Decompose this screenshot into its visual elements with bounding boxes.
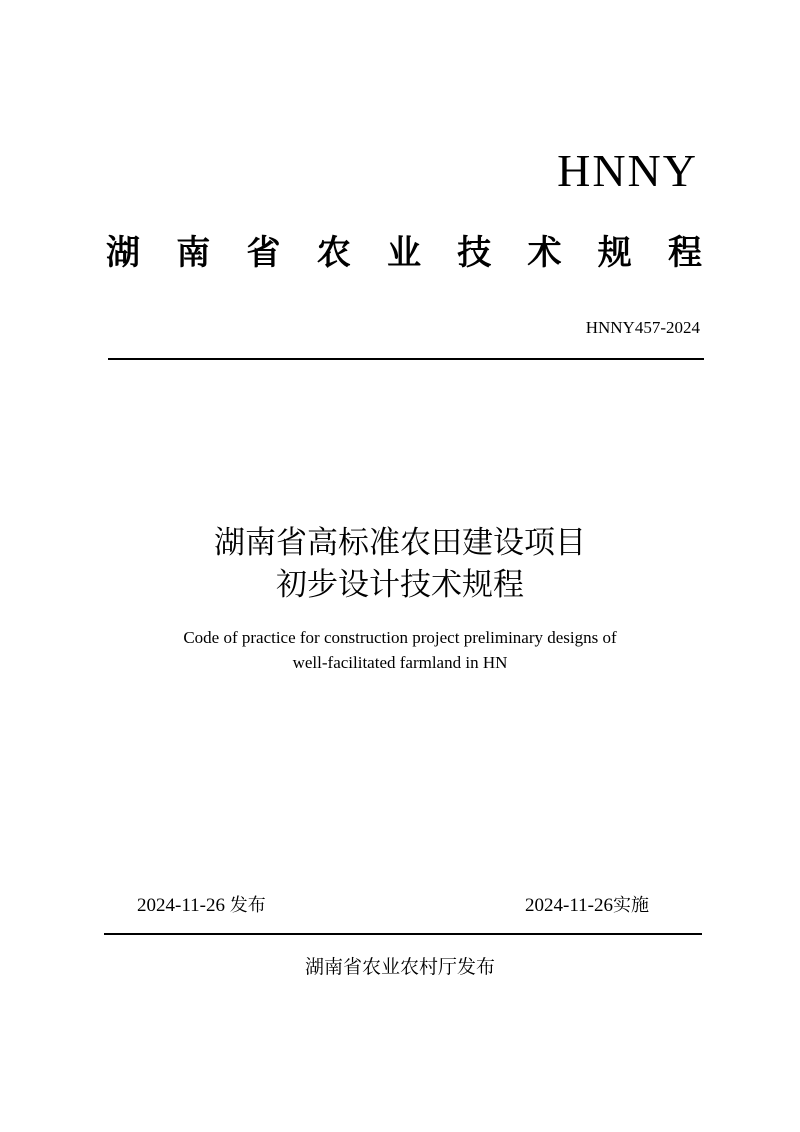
implementation-date-block: [525, 896, 649, 915]
title-english-line-2: well-facilitated farmland in HN: [292, 653, 508, 672]
issue-date: 2024-11-26: [137, 895, 225, 916]
top-divider: [108, 358, 704, 360]
document-type-char: 程: [668, 233, 702, 273]
document-type-char: 湖: [106, 233, 140, 273]
bottom-divider: [104, 933, 702, 935]
document-type-char: 南: [176, 233, 211, 273]
document-number: HNNY457-2024: [585, 318, 700, 337]
document-type-char: 术: [527, 233, 562, 273]
document-type-char: 业: [387, 233, 421, 273]
document-type-char: 农: [316, 233, 351, 273]
title-english-line-1: Code of practice for construction project preliminary designs of: [183, 628, 617, 647]
title-chinese-line-2: 初步设计技术规程: [276, 567, 524, 603]
document-type-char: 技: [457, 233, 492, 273]
issue-date-block: [137, 896, 266, 915]
implementation-date: 2024-11-26: [525, 895, 613, 916]
title-chinese-line-1: 湖南省高标准农田建设项目: [214, 525, 586, 561]
document-type-char: 规: [597, 233, 632, 273]
publisher: 湖南省农业农村厅发布: [304, 956, 495, 978]
issue-label: 发布: [229, 895, 266, 916]
implementation-label: 实施: [612, 895, 649, 916]
standard-code-mark: HNNY: [557, 145, 698, 196]
document-type-heading: [106, 233, 702, 273]
document-type-char: 省: [246, 233, 281, 273]
